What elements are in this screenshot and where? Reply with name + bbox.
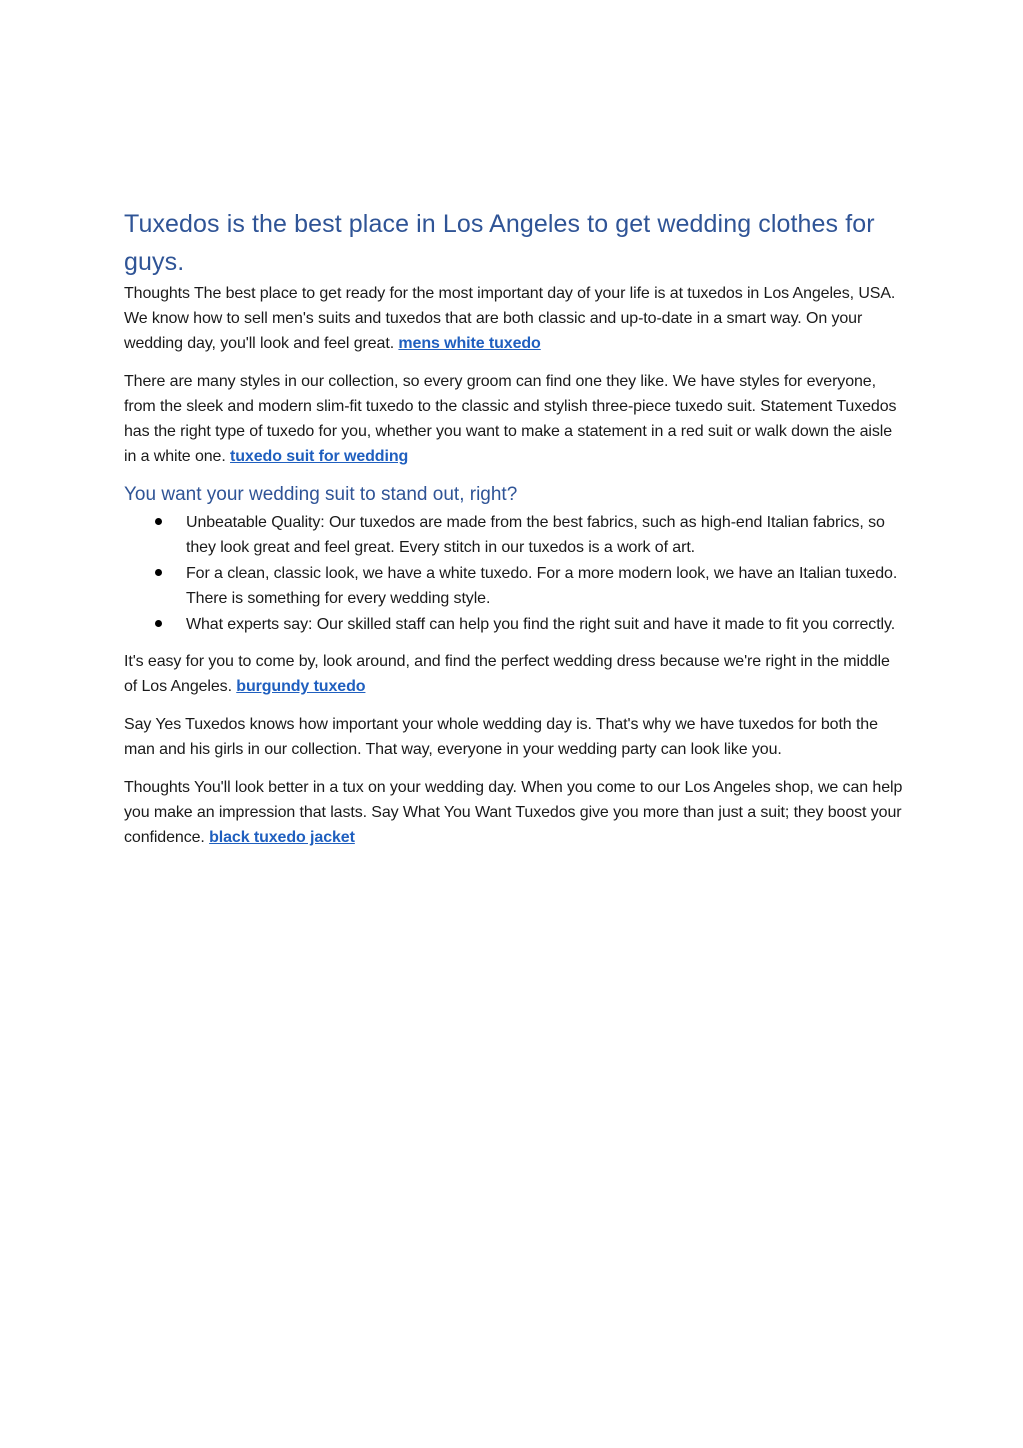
closing-paragraph [124, 775, 904, 850]
burgundy-tuxedo-link[interactable]: burgundy tuxedo [236, 678, 366, 695]
wedding-party-paragraph [124, 712, 904, 762]
location-paragraph-text: It's easy for you to come by, look around, and find the perfect wedding dress because we're right in the middle of Los Angeles. [124, 653, 890, 695]
list-item [124, 561, 904, 611]
section-heading: You want your wedding suit to stand out, right? [124, 484, 518, 505]
list-item-text: For a clean, classic look, we have a white tuxedo. For a more modern look, we have an Italian tuxedo. There is something for every wedding style. [186, 565, 898, 607]
bullet-icon [155, 518, 162, 525]
styles-paragraph-text: There are many styles in our collection, so every groom can find one they like. We have styles for everyone, from the sleek and modern slim-fit tuxedo to the classic and stylish three-piece tuxedo suit. Statement Tuxedos has the right type of tuxedo for you, whether you want to make a statement in a red suit or walk down the aisle in a white one. [124, 373, 897, 465]
list-item-text: Unbeatable Quality: Our tuxedos are made from the best fabrics, such as high-end Italian fabrics, so they look great and feel great. Every stitch in our tuxedos is a work of art. [186, 514, 885, 556]
black-tuxedo-jacket-link[interactable]: black tuxedo jacket [209, 829, 355, 846]
intro-paragraph [124, 281, 904, 356]
tuxedo-suit-for-wedding-link[interactable]: tuxedo suit for wedding [230, 448, 409, 465]
list-item-text: What experts say: Our skilled staff can help you find the right suit and have it made to fit you correctly. [186, 616, 896, 633]
bullet-icon [155, 620, 162, 627]
intro-paragraph-text: Thoughts The best place to get ready for the most important day of your life is at tuxedos in Los Angeles, USA. We know how to sell men's suits and tuxedos that are both classic and up-to-date in a smart way. On your wedding day, you'll look and feel great. [124, 285, 896, 352]
document-title: Tuxedos is the best place in Los Angeles to get wedding clothes for guys. [124, 210, 875, 276]
wedding-party-paragraph-text: Say Yes Tuxedos knows how important your whole wedding day is. That's why we have tuxedos for both the man and his girls in our collection. That way, everyone in your wedding party can look like you. [124, 716, 878, 758]
list-item [124, 612, 904, 637]
closing-paragraph-text: Thoughts You'll look better in a tux on your wedding day. When you come to our Los Angeles shop, we can help you make an impression that lasts. Say What You Want Tuxedos give you more than just a suit; they boost your confidence. [124, 779, 903, 846]
location-paragraph [124, 649, 904, 699]
document-page [124, 205, 904, 863]
feature-list [124, 510, 904, 637]
list-item [124, 510, 904, 560]
mens-white-tuxedo-link[interactable]: mens white tuxedo [398, 335, 541, 352]
styles-paragraph [124, 369, 904, 469]
bullet-icon [155, 569, 162, 576]
